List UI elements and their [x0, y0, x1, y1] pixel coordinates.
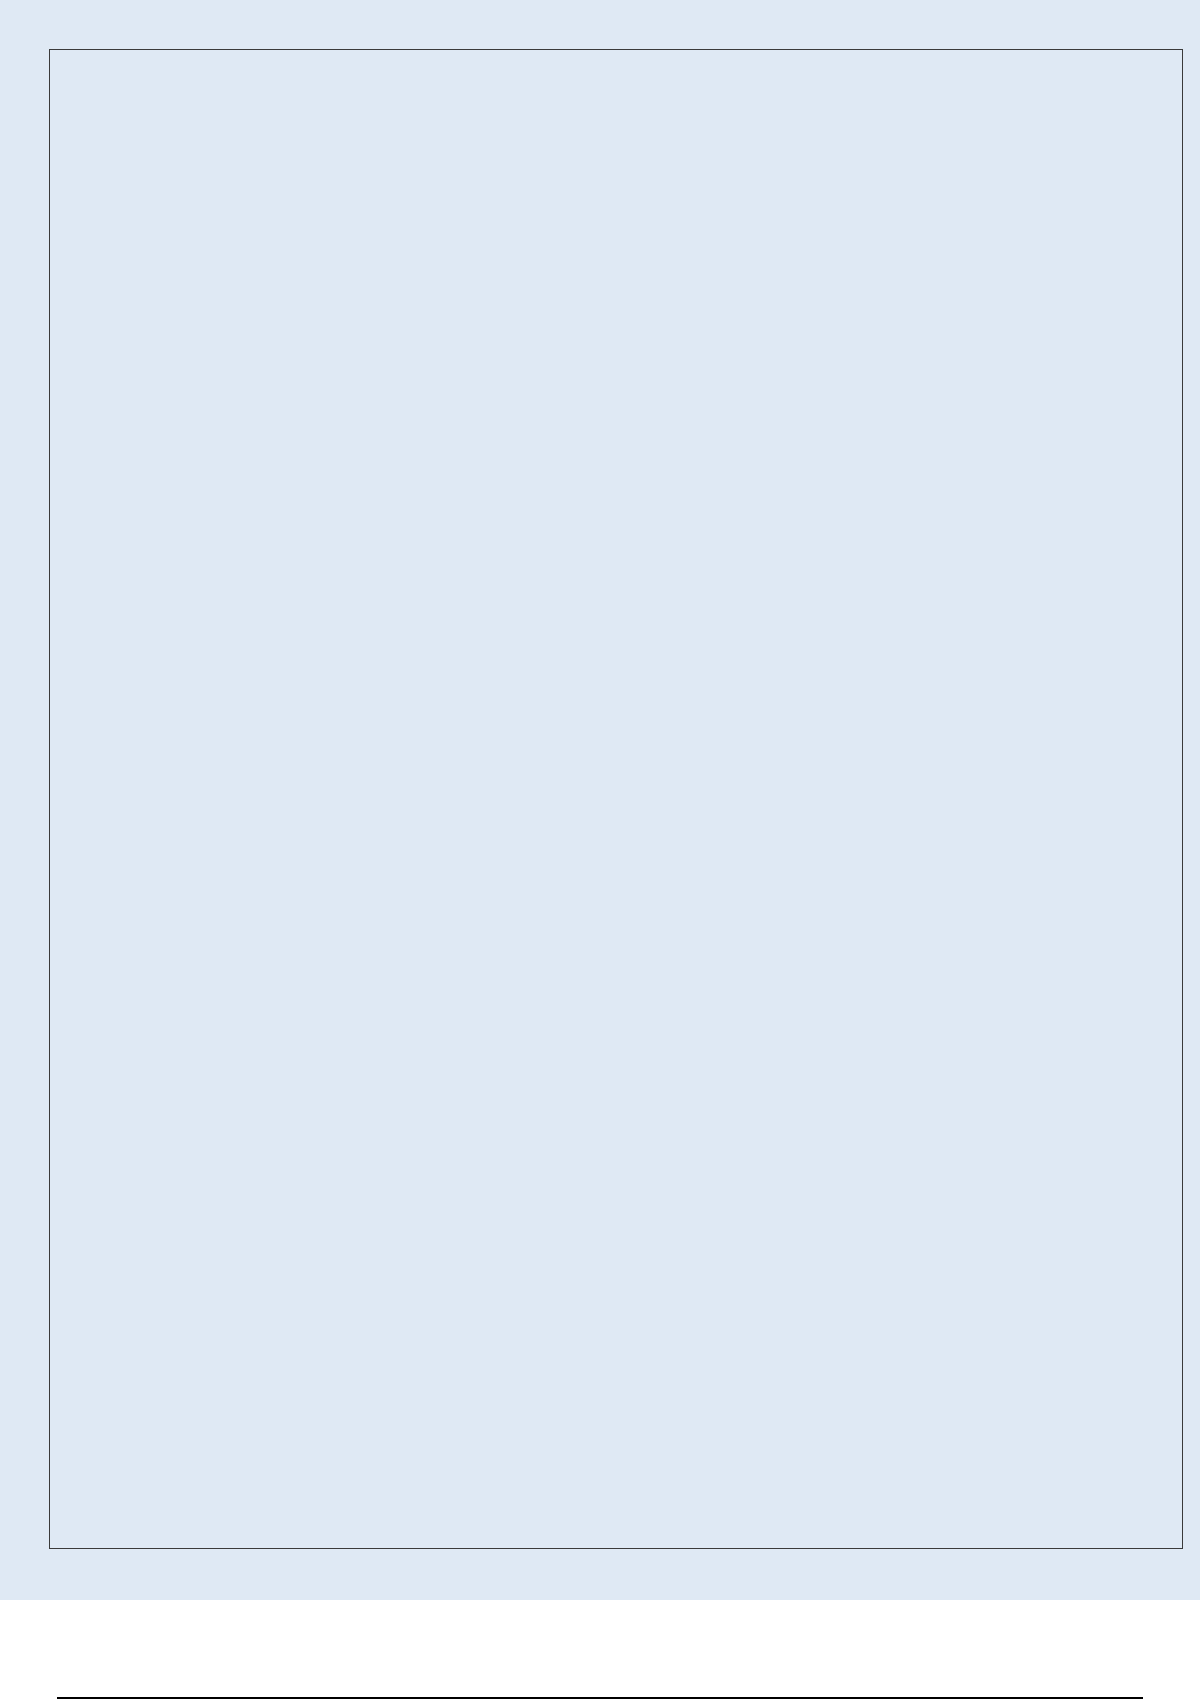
document-frame — [49, 49, 1183, 1549]
document-title — [145, 145, 1045, 205]
bottom-rule — [57, 1697, 1143, 1699]
